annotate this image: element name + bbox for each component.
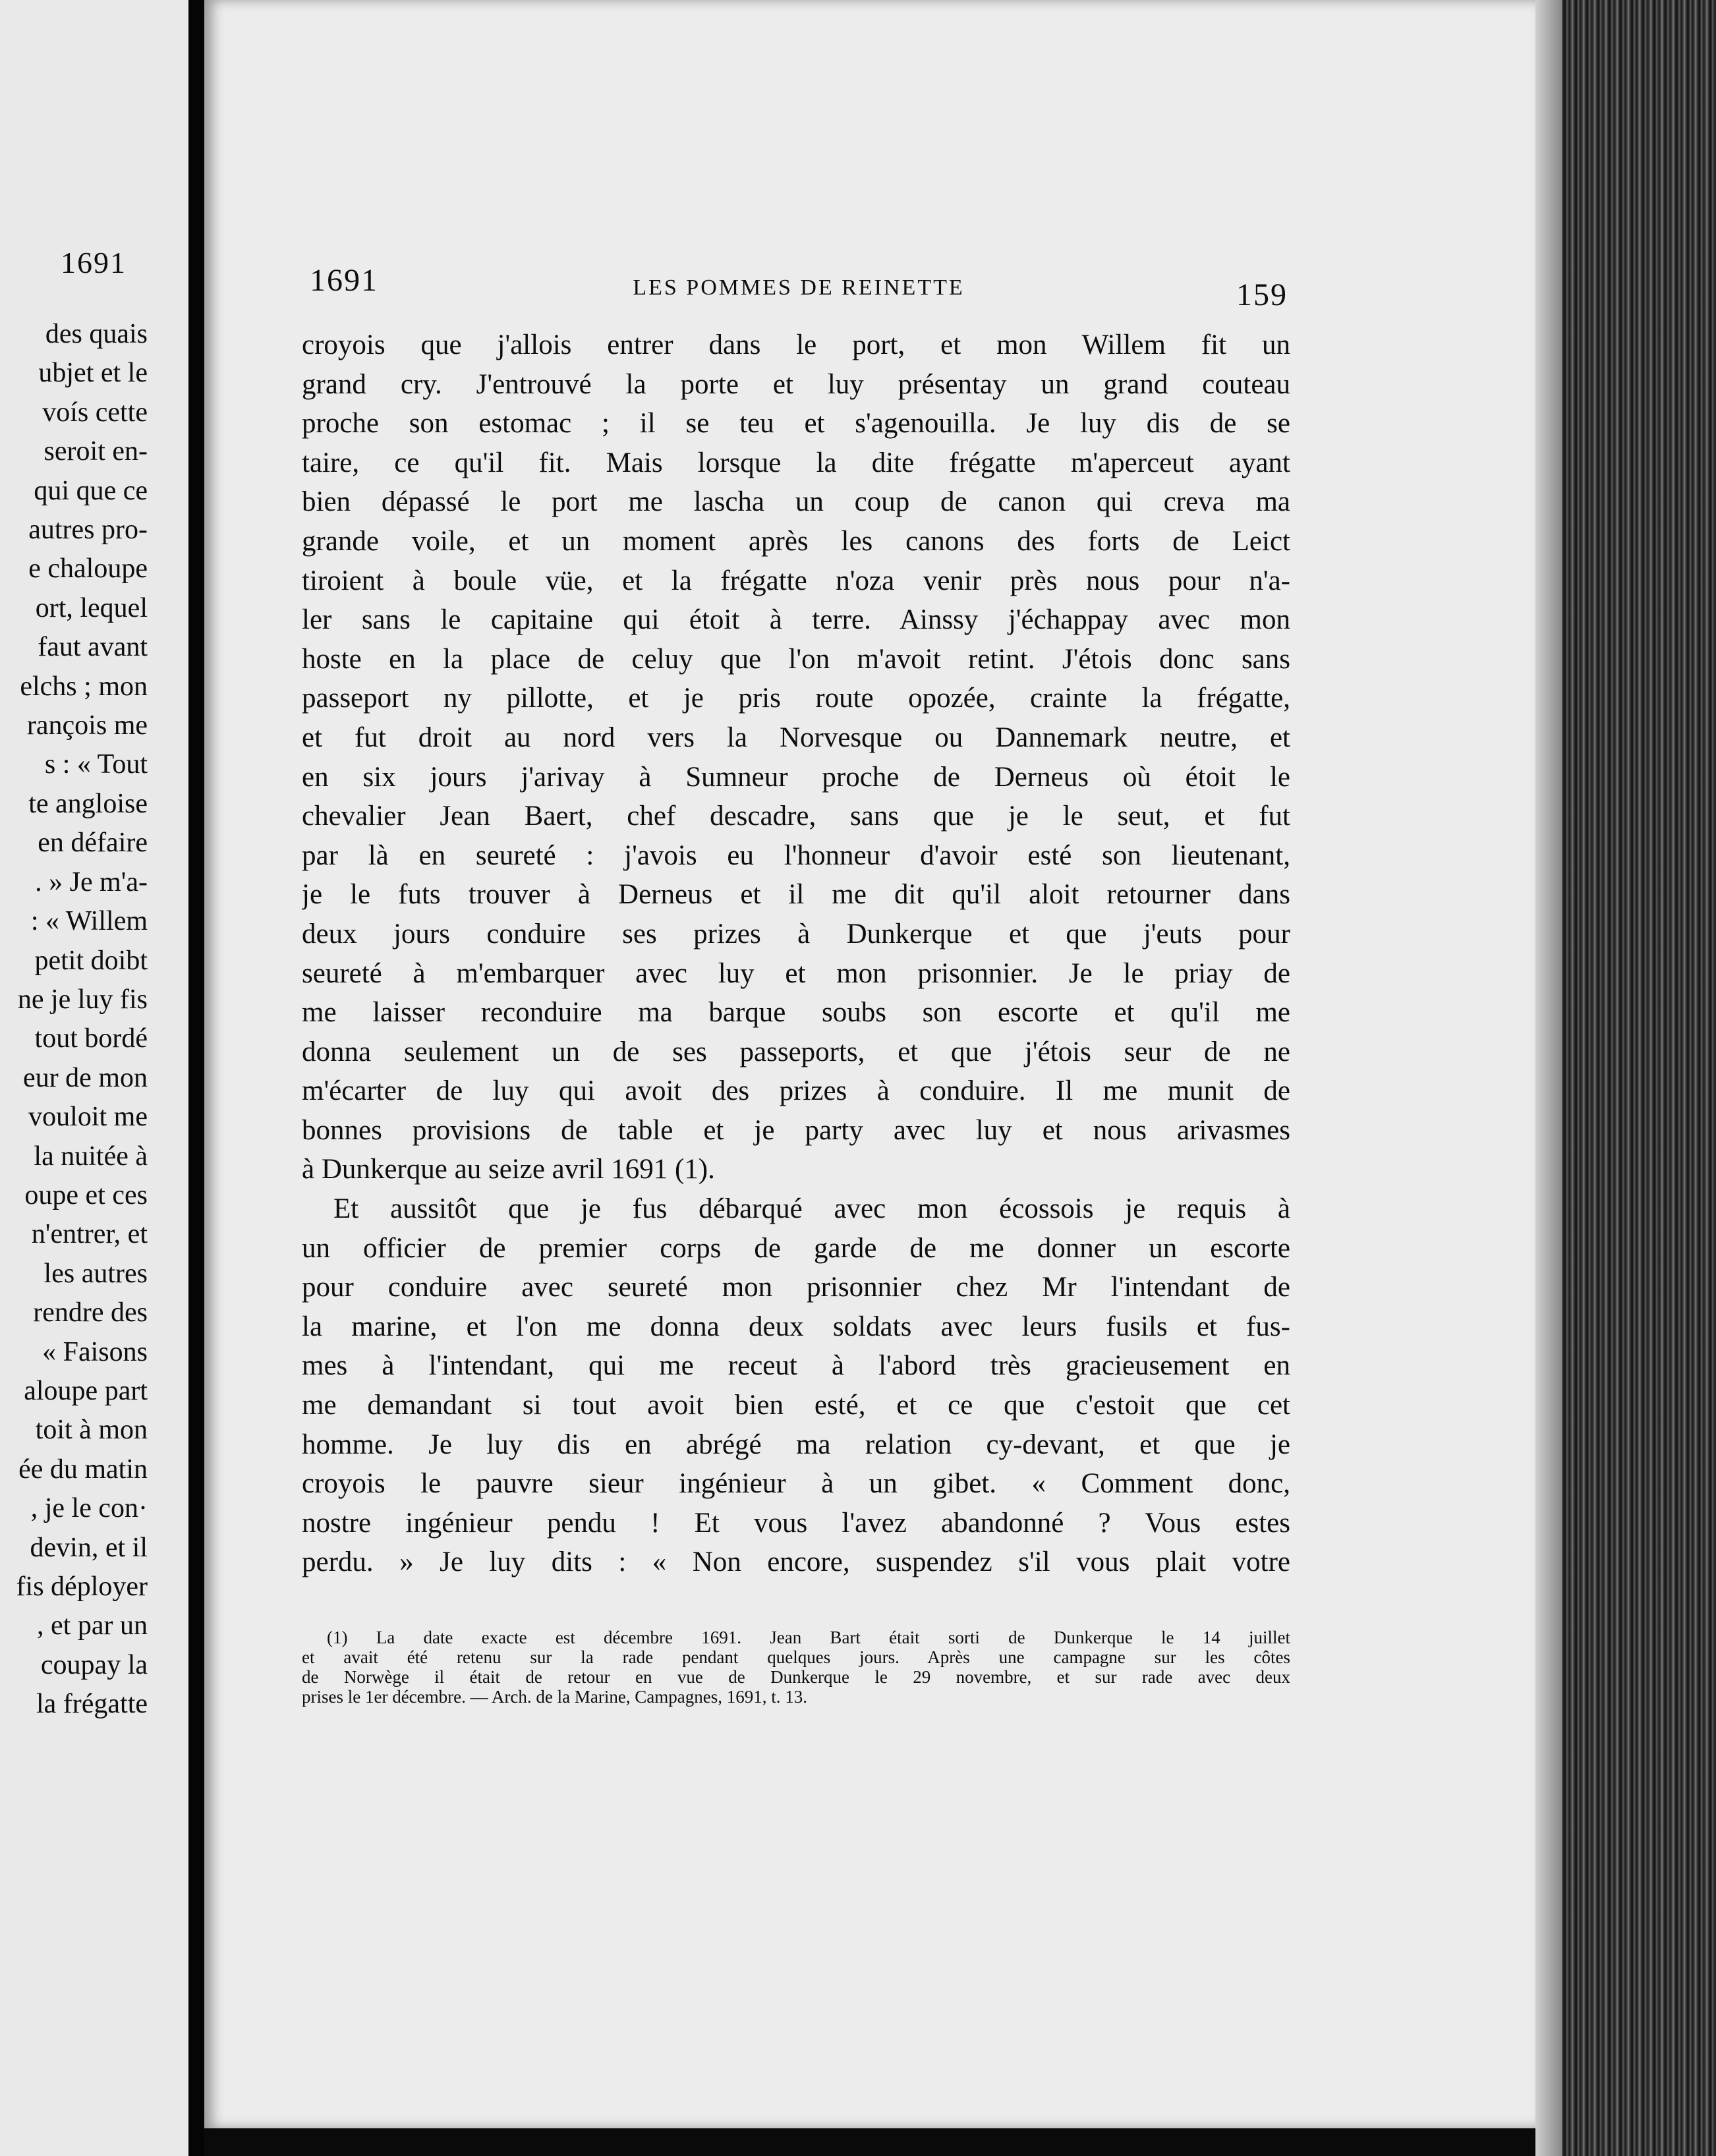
text-line: proche son estomac ; il se teu et s'agenouilla. Je luy dis de se xyxy=(302,408,1290,440)
text-line: deux jours conduire ses prizes à Dunkerque et que j'euts pour xyxy=(302,918,1290,950)
text-line: devin, et il xyxy=(30,1532,148,1563)
text-line: les autres xyxy=(43,1258,148,1289)
text-line: à Dunkerque au seize avril 1691 (1). xyxy=(302,1154,715,1185)
text-line: pour conduire avec seureté mon prisonnier chez Mr l'intendant de xyxy=(302,1272,1290,1303)
text-line: un officier de premier corps de garde de me donner un escorte xyxy=(302,1232,1290,1264)
text-line: qui que ce xyxy=(34,475,148,506)
text-line: « Faisons xyxy=(42,1336,148,1367)
text-line: ort, lequel xyxy=(35,592,148,623)
page-number: 159 xyxy=(1236,277,1288,312)
text-line: rendre des xyxy=(33,1297,148,1328)
text-line: me laisser reconduire ma barque soubs son escorte et qu'il me xyxy=(302,997,1290,1029)
text-line: ubjet et le xyxy=(38,358,148,389)
text-line: la frégatte xyxy=(36,1689,148,1720)
text-line: e chaloupe xyxy=(28,553,148,584)
text-line: oupe et ces xyxy=(24,1179,148,1210)
body-text xyxy=(302,326,1290,1582)
footnote-line: prises le 1er décembre. — Arch. de la Marine, Campagnes, 1691, t. 13. xyxy=(302,1687,808,1707)
page-edge-highlight xyxy=(1535,0,1562,2156)
text-line: eur de mon xyxy=(23,1062,148,1093)
text-line: mes à l'intendant, qui me receut à l'abord très gracieusement en xyxy=(302,1350,1290,1382)
text-line: Et aussitôt que je fus débarqué avec mon écossois je requis à xyxy=(333,1193,1290,1225)
text-line: en six jours j'arivay à Sumneur proche de Derneus où étoit le xyxy=(302,761,1290,793)
text-line: tout bordé xyxy=(34,1023,148,1054)
text-line: la nuitée à xyxy=(34,1141,148,1172)
text-line: croyois que j'allois entrer dans le port, et mon Willem fit un xyxy=(302,329,1290,360)
text-line: donna seulement un de ses passeports, et que j'étois seur de ne xyxy=(302,1036,1290,1067)
text-line: vouloit me xyxy=(28,1102,148,1133)
text-line: tiroient à boule vüe, et la frégatte n'oza venir près nous pour n'a- xyxy=(302,565,1290,596)
text-line: et fut droit au nord vers la Norvesque ou Dannemark neutre, et xyxy=(302,722,1290,753)
text-line: par là en seureté : j'avois eu l'honneur d'avoir esté son lieutenant, xyxy=(302,839,1290,871)
text-line: te angloise xyxy=(28,788,148,819)
book-page-edge xyxy=(1535,0,1716,2156)
left-page xyxy=(0,0,188,2156)
text-line: coupay la xyxy=(40,1649,148,1680)
text-line: grand cry. J'entrouvé la porte et luy présentay un grand couteau xyxy=(302,368,1290,400)
text-line: s : « Tout xyxy=(44,749,148,780)
left-page-header: 1691 xyxy=(61,246,127,279)
text-line: rançois me xyxy=(26,710,148,741)
text-line: hoste en la place de celuy que l'on m'avoit retint. J'étois donc sans xyxy=(302,643,1290,675)
text-line: homme. Je luy dis en abrégé ma relation cy-devant, et que je xyxy=(302,1429,1290,1460)
text-line: taire, ce qu'il fit. Mais lorsque la dite frégatte m'aperceut ayant xyxy=(302,447,1290,478)
scan-bottom-border xyxy=(204,2128,1535,2156)
text-line: . » Je m'a- xyxy=(35,866,148,897)
text-line: elchs ; mon xyxy=(20,671,148,702)
text-line: en défaire xyxy=(38,828,148,859)
footnote xyxy=(302,1628,1290,1707)
text-line: faut avant xyxy=(38,632,148,663)
text-line: seureté à m'embarquer avec luy et mon prisonnier. Je le priay de xyxy=(302,957,1290,989)
text-line: perdu. » Je luy dits : « Non encore, suspendez s'il vous plait votre xyxy=(302,1546,1290,1578)
text-line: grande voile, et un moment après les canons des forts de Leict xyxy=(302,525,1290,557)
running-head-year: 1691 xyxy=(310,263,378,298)
text-line: la marine, et l'on me donna deux soldats avec leurs fusils et fus- xyxy=(302,1311,1290,1342)
text-line: n'entrer, et xyxy=(31,1219,148,1250)
left-page-text xyxy=(16,315,148,1724)
text-line: fis déployer xyxy=(16,1572,148,1602)
text-line: seroit en- xyxy=(43,436,148,467)
text-line: nostre ingénieur pendu ! Et vous l'avez abandonné ? Vous estes xyxy=(302,1507,1290,1539)
text-line: ler sans le capitaine qui étoit à terre. Ainssy j'échappay avec mon xyxy=(302,604,1290,636)
footnote-line: (1) La date exacte est décembre 1691. Jean Bart était sorti de Dunkerque le 14 juillet xyxy=(327,1628,1290,1647)
running-head-title: LES POMMES DE REINETTE xyxy=(633,275,965,300)
text-line: passeport ny pillotte, et je pris route opozée, crainte la frégatte, xyxy=(302,683,1290,714)
text-line: ée du matin xyxy=(18,1454,148,1485)
text-line: toit à mon xyxy=(35,1415,148,1446)
text-line: petit doibt xyxy=(34,945,148,976)
text-line: voís cette xyxy=(42,397,148,428)
main-page xyxy=(204,0,1535,2128)
running-head xyxy=(310,262,1288,312)
text-line: : « Willem xyxy=(30,906,148,937)
text-line: ne je luy fis xyxy=(17,984,148,1015)
text-line: , et par un xyxy=(37,1610,148,1641)
book-gutter xyxy=(188,0,204,2156)
text-line: me demandant si tout avoit bien esté, et ce que c'estoit que cet xyxy=(302,1390,1290,1421)
text-line: autres pro- xyxy=(28,515,148,546)
text-line: je le futs trouver à Derneus et il me dit qu'il aloit retourner dans xyxy=(302,879,1290,911)
text-line: bonnes provisions de table et je party avec luy et nous arivasmes xyxy=(302,1114,1290,1146)
text-line: chevalier Jean Baert, chef descadre, sans que je le seut, et fut xyxy=(302,801,1290,832)
footnote-line: de Norwège il était de retour en vue de Dunkerque le 29 novembre, et sur rade avec deux xyxy=(302,1667,1290,1687)
text-line: m'écarter de luy qui avoit des prizes à conduire. Il me munit de xyxy=(302,1075,1290,1107)
footnote-line: et avait été retenu sur la rade pendant quelques jours. Après une campagne sur les côtes xyxy=(302,1647,1290,1667)
text-line: des quais xyxy=(45,319,148,349)
text-line: aloupe part xyxy=(24,1375,148,1406)
text-line: bien dépassé le port me lascha un coup de canon qui creva ma xyxy=(302,486,1290,518)
text-line: croyois le pauvre sieur ingénieur à un gibet. « Comment donc, xyxy=(302,1468,1290,1500)
text-line: , je le con· xyxy=(30,1493,148,1524)
